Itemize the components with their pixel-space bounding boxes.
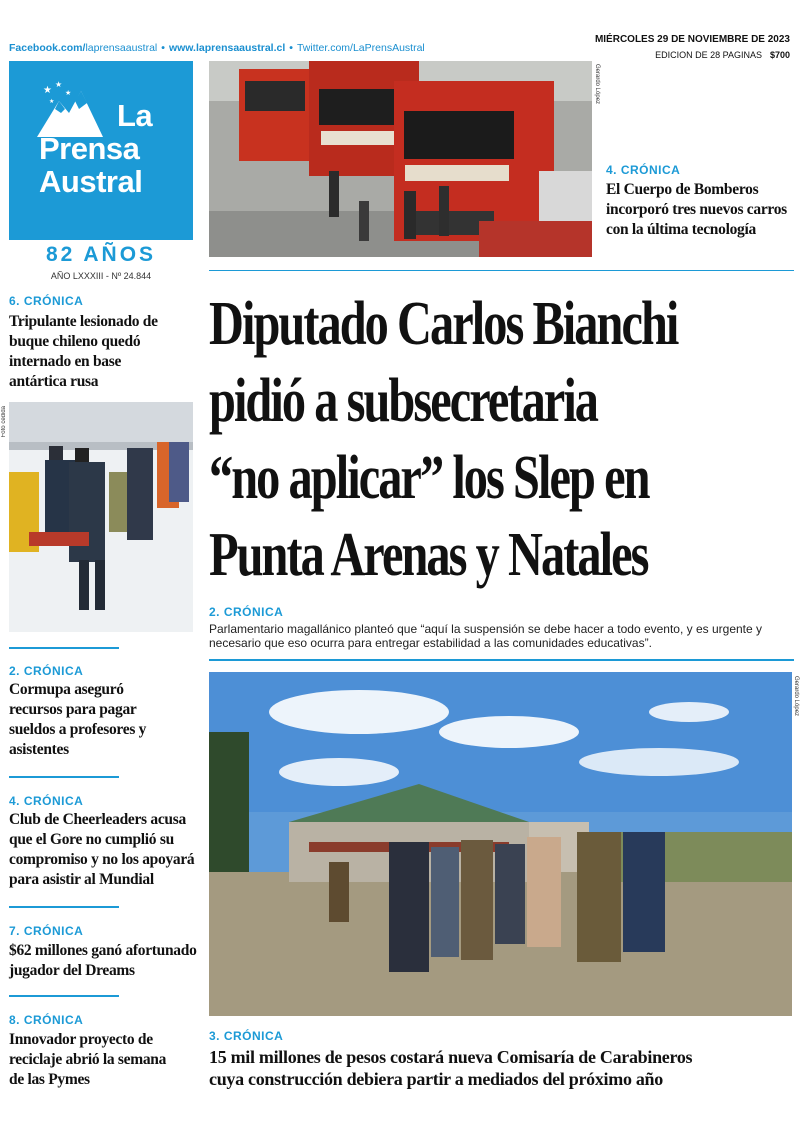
sidebar-kicker: 7. CRÓNICA (9, 924, 84, 938)
antarctic-rescue-photo[interactable] (9, 402, 193, 632)
main-headline-line3: “no aplicar” los Slep en (209, 444, 649, 512)
main-headline-line2: pidió a subsecretaria (209, 367, 598, 435)
sidebar-headline[interactable]: Cormupa aseguró recursos para pagar sueldos a profesores y asistentes (9, 681, 147, 758)
main-headline-line4: Punta Arenas y Natales (209, 521, 648, 589)
svg-text:★: ★ (55, 80, 63, 89)
svg-text:★: ★ (49, 98, 55, 105)
website-link[interactable]: www.laprensaaustral.cl (168, 42, 286, 54)
divider (9, 647, 119, 649)
bottom-headline-line2: cuya construcción debiera partir a mediados del próximo año (209, 1069, 663, 1089)
masthead-logo[interactable] (9, 61, 193, 240)
edition-info (655, 50, 790, 60)
bottom-story-kicker: 3. CRÓNICA (209, 1029, 284, 1043)
masthead-name (39, 99, 152, 198)
masthead-name-line2: Prensa (39, 131, 140, 166)
divider (209, 659, 794, 661)
main-story-deck: Parlamentario magallánico planteó que “aquí la suspensión se debe hacer a todo evento, y es urgente y necesario que eso ocurra para entregar estabilidad a las comunidades educativas”. (209, 622, 763, 650)
comisaria-site-photo[interactable] (209, 672, 792, 1016)
social-links: Facebook.com/laprensaaustral • www.laprensaaustral.cl • Twitter.com/LaPrensAustral (9, 42, 425, 54)
bottom-photo-credit: Gerardo López (793, 676, 799, 717)
twitter-link[interactable]: Twitter.com/LaPrensAustral (296, 42, 425, 54)
facebook-link[interactable]: Facebook.com/laprensaaustral (9, 42, 158, 54)
divider (209, 270, 794, 271)
main-headline-line1: Diputado Carlos Bianchi (209, 290, 678, 358)
bottom-headline-line1: 15 mil millones de pesos costará nueva Comisaría de Carabineros (209, 1047, 693, 1067)
divider (9, 995, 119, 997)
sidebar-headline[interactable]: Tripulante lesionado de buque chileno quedó internado en base antártica rusa (9, 313, 158, 390)
fire-trucks-photo[interactable] (209, 61, 592, 257)
masthead-name-line1: La (117, 98, 153, 133)
main-story-kicker: 2. CRÓNICA (209, 605, 284, 619)
sidebar-photo-credit: Foto cedida (1, 406, 7, 438)
top-story-kicker: 4. CRÓNICA (606, 163, 681, 177)
sidebar-kicker: 2. CRÓNICA (9, 664, 84, 678)
sidebar-kicker: 6. CRÓNICA (9, 294, 84, 308)
svg-text:★: ★ (65, 89, 72, 97)
masthead-name-line3: Austral (39, 164, 143, 199)
sidebar-headline[interactable]: Club de Cheerleaders acusa que el Gore no cumplió su compromiso y no los apoyará para asistir al Mundial (9, 811, 195, 888)
bottom-story-headline[interactable] (209, 1046, 794, 1090)
issue-date: MIÉRCOLES 29 DE NOVIEMBRE DE 2023 (594, 34, 790, 45)
sidebar-headline[interactable]: Innovador proyecto de reciclaje abrió la semana de las Pymes (9, 1031, 167, 1088)
main-headline[interactable] (209, 286, 800, 594)
divider (9, 906, 119, 908)
issue-number: AÑO LXXXIII - Nº 24.844 (50, 271, 152, 281)
sidebar-kicker: 4. CRÓNICA (9, 794, 84, 808)
price: $700 (769, 50, 790, 60)
svg-text:★: ★ (43, 85, 52, 96)
top-story-headline[interactable]: El Cuerpo de Bomberos incorporó tres nuevos carros con la última tecnología (606, 181, 787, 238)
sidebar-kicker: 8. CRÓNICA (9, 1013, 84, 1027)
sidebar-headline[interactable]: $62 millones ganó afortunado jugador del Dreams (9, 942, 197, 979)
photo-credit: Gerardo López (594, 64, 600, 105)
divider (9, 776, 119, 778)
anniversary: 82 AÑOS (45, 243, 157, 266)
edition-pages: EDICION DE 28 PAGINAS (655, 50, 762, 60)
